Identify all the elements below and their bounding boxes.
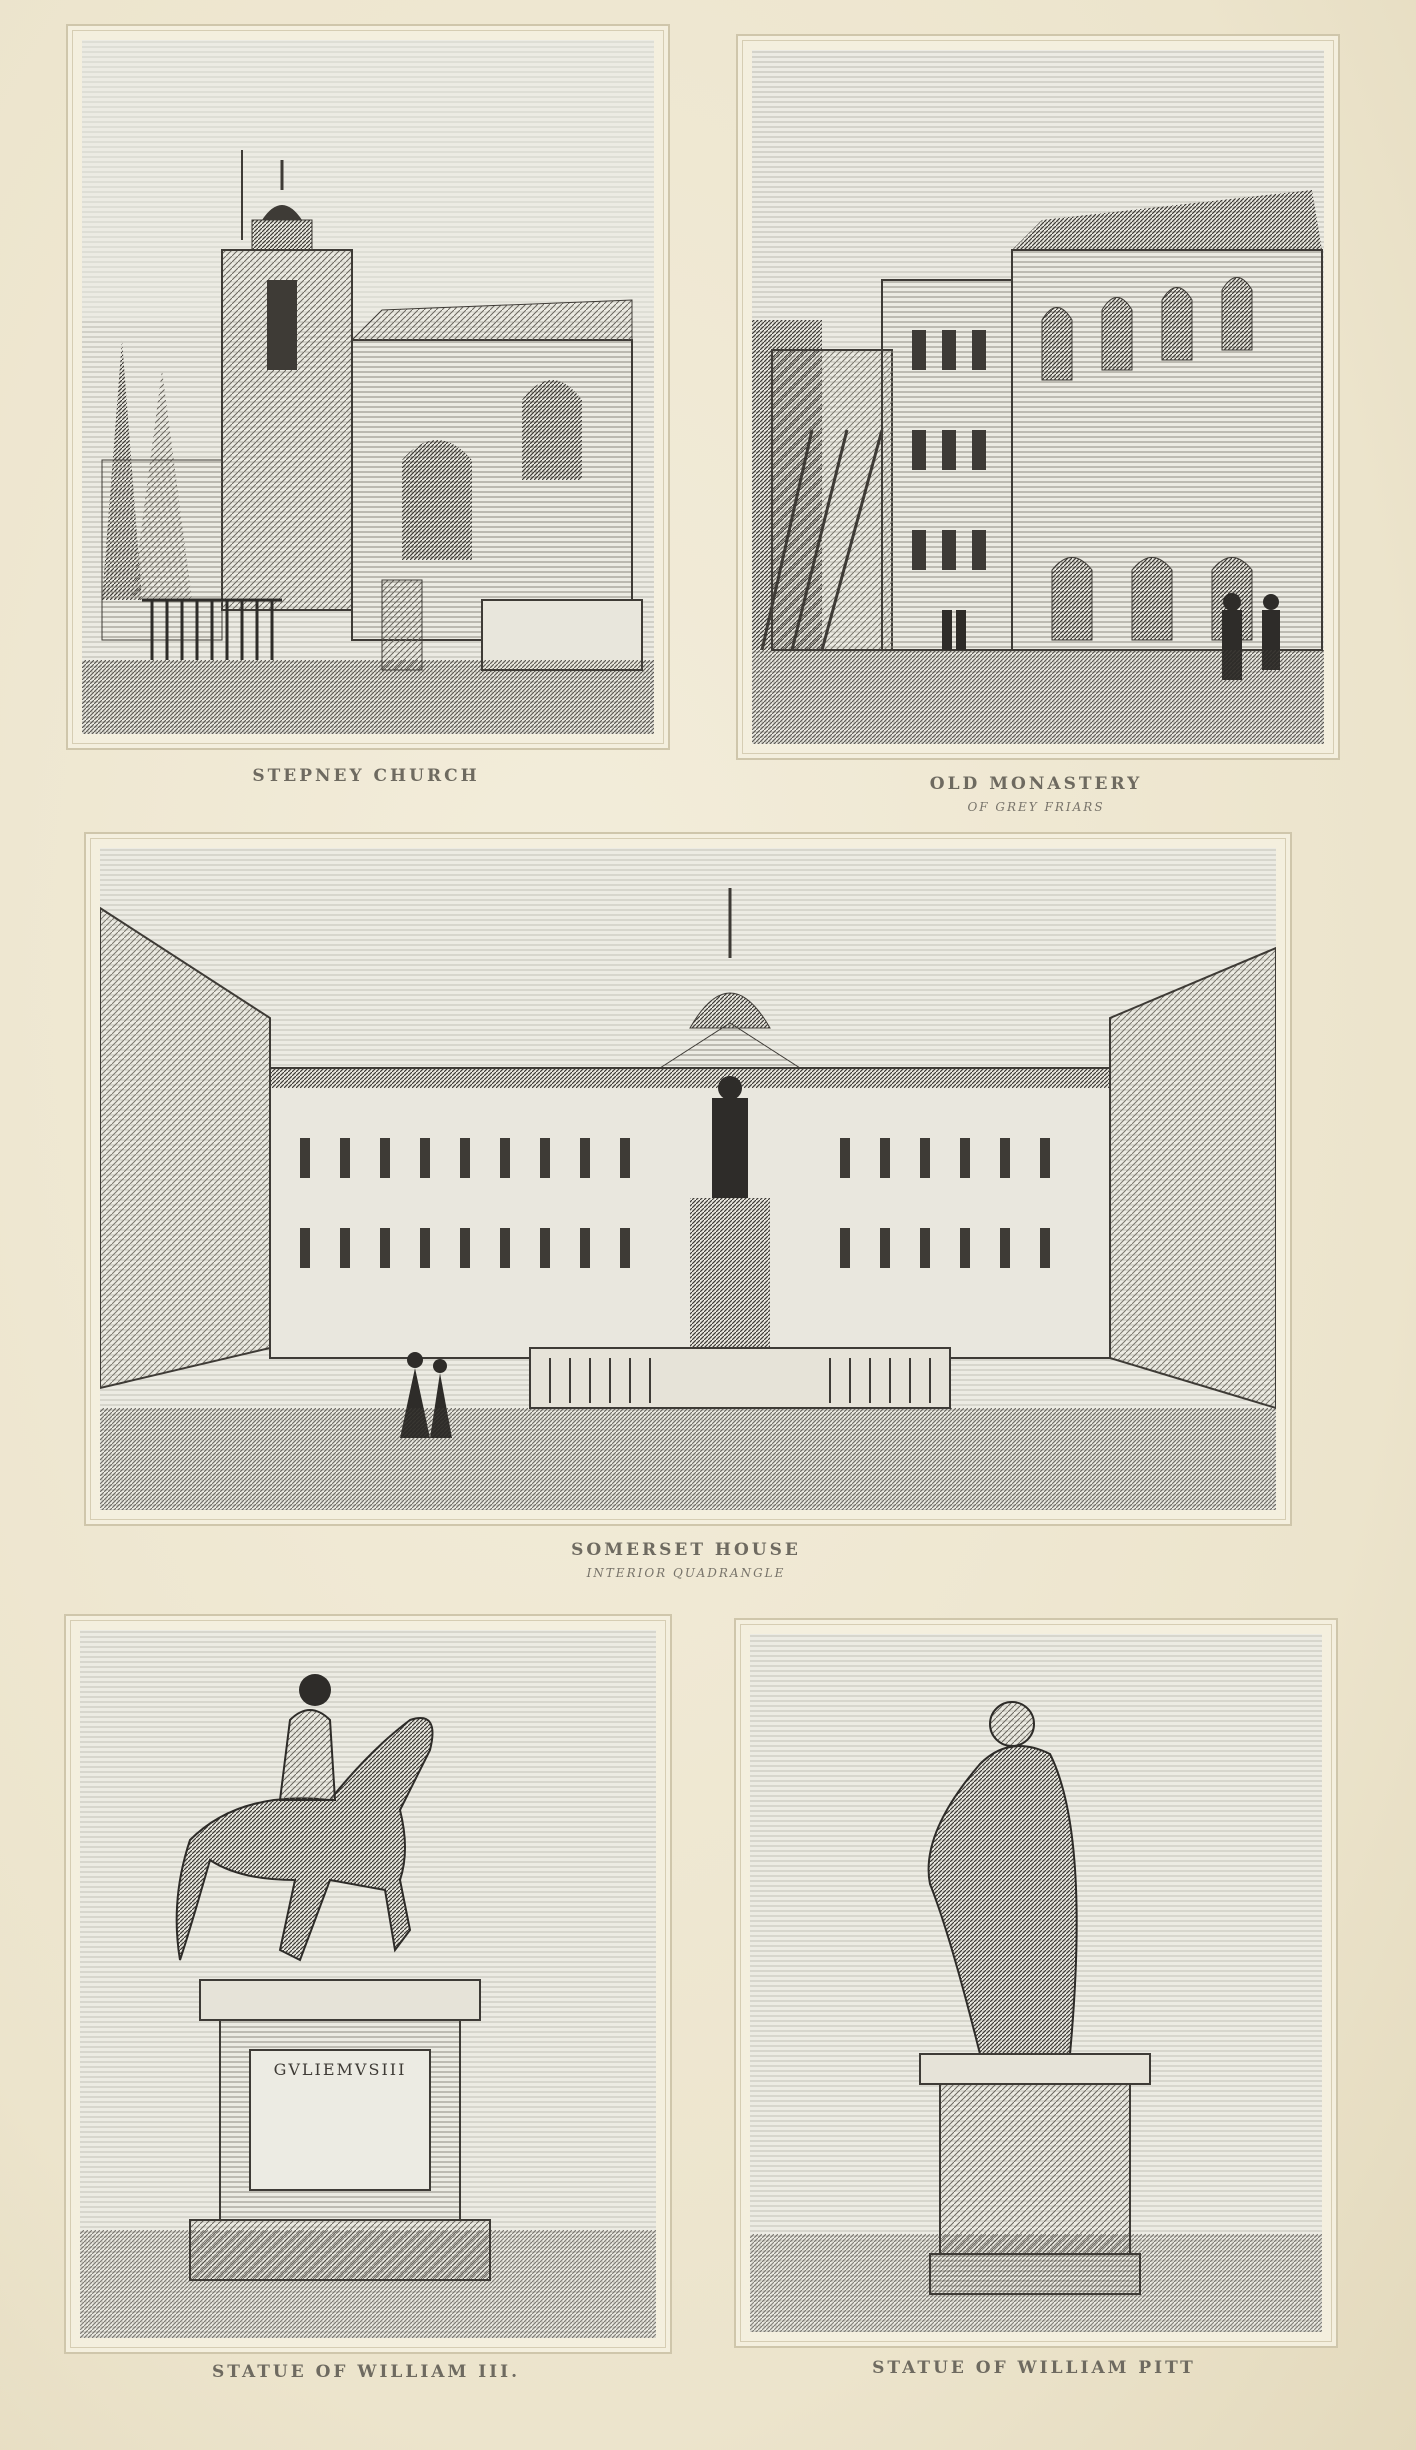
caption-somerset-house: SOMERSET HOUSE xyxy=(571,1540,801,1560)
engraving-statue-william-pitt xyxy=(750,1634,1322,2332)
caption-statue-william-pitt: STATUE OF WILLIAM PITT xyxy=(872,2358,1196,2378)
plate-stepney-church xyxy=(66,24,670,750)
caption-stepney-church: STEPNEY CHURCH xyxy=(252,766,480,786)
caption-statue-william-iii: STATUE OF WILLIAM III. xyxy=(211,2362,520,2382)
engraving-stepney-church xyxy=(82,40,654,734)
plate-old-monastery xyxy=(736,34,1340,760)
engraving-old-monastery xyxy=(752,50,1324,744)
subcaption-somerset-house: INTERIOR QUADRANGLE xyxy=(586,1566,786,1580)
engraving-statue-william-iii xyxy=(80,1630,656,2338)
plate-somerset-house xyxy=(84,832,1292,1526)
pedestal-inscription: GVLIEMVSIII xyxy=(273,2060,407,2079)
plate-statue-william-iii xyxy=(64,1614,672,2354)
caption-old-monastery: OLD MONASTERY xyxy=(929,774,1143,794)
engraving-somerset-house xyxy=(100,848,1276,1510)
plate-statue-william-pitt xyxy=(734,1618,1338,2348)
subcaption-old-monastery: OF GREY FRIARS xyxy=(967,800,1105,814)
